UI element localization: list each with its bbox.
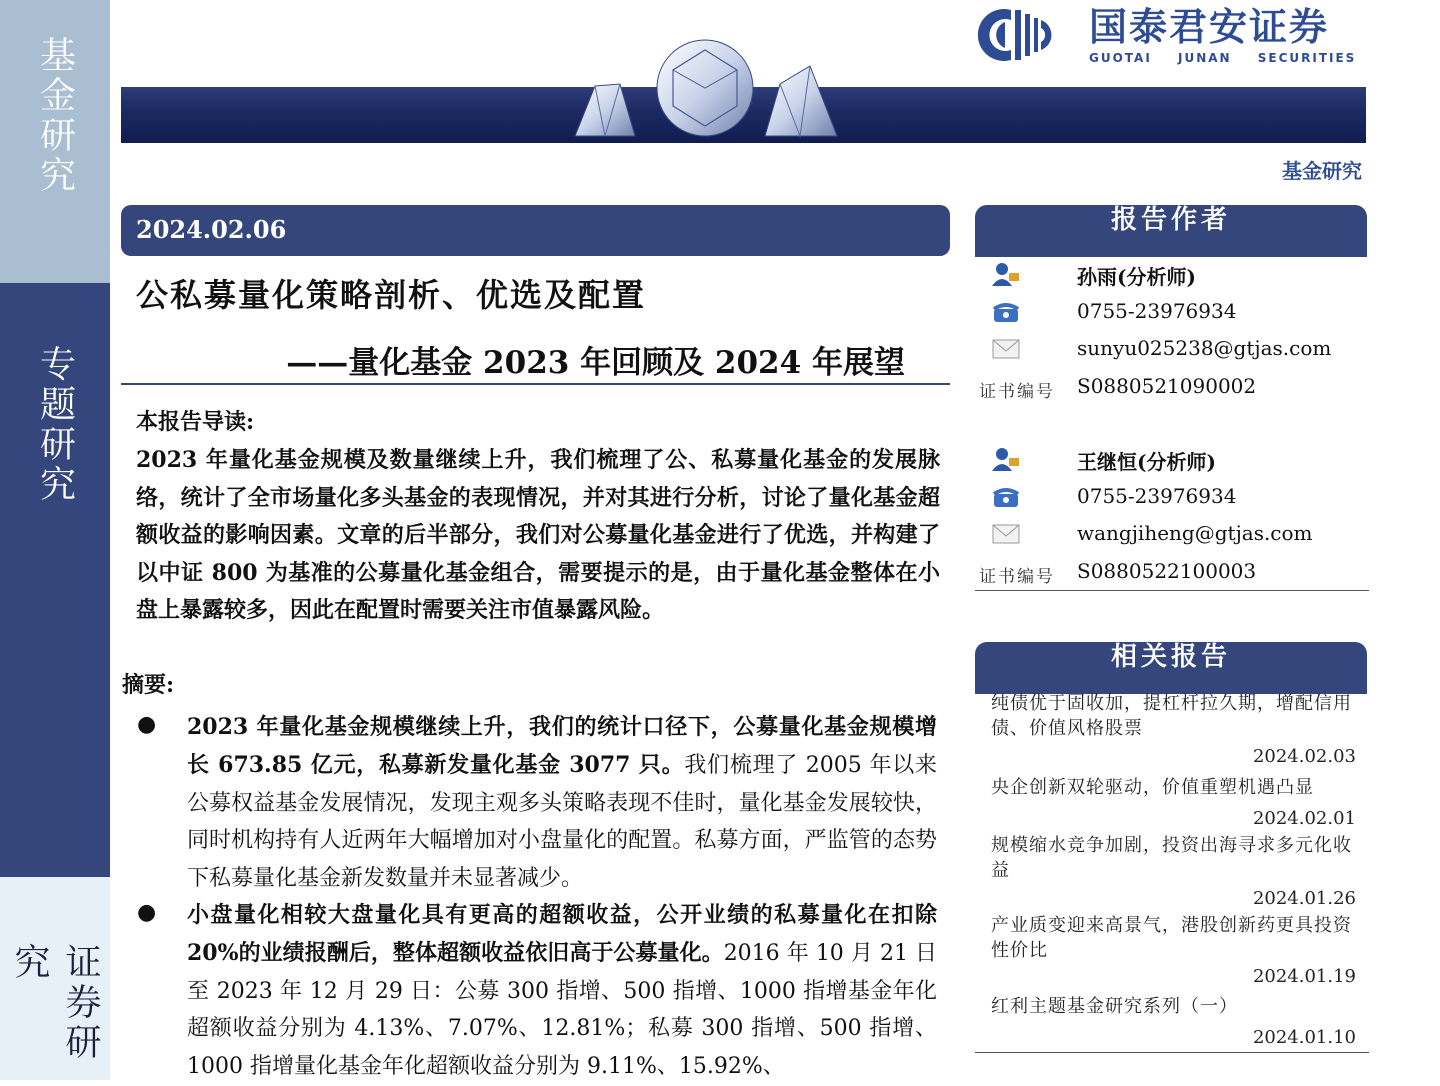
bullet-bold-text: 小盘量化相较大盘量化具有更高的超额收益，公开业绩的私募量化在扣除 20%的业绩报酬后，整体超额收益依旧高于公募量化。 [187,902,937,966]
related-report-title[interactable]: 纯债优于固收加，提杠杆拉久期，增配信用债、价值风格股票 [991,693,1352,739]
logo-chinese-name: 国泰君安证券 [1089,5,1330,49]
author-name: 王继恒(分析师) [1077,450,1216,474]
related-report-date: 2024.01.19 [1252,966,1356,987]
author-phone: 0755-23976934 [1077,484,1237,508]
phone-icon [990,484,1022,510]
bullet-dot: ● [137,712,157,737]
author-email[interactable]: wangjiheng@gtjas.com [1077,521,1313,545]
title-divider [121,383,950,385]
header-category: 基金研究 [1282,159,1362,183]
author-name-row [975,440,1369,477]
related-report-title[interactable]: 规模缩水竞争加剧，投资出海寻求多元化收益 [991,835,1352,881]
sidebar-section-securities-research [0,877,110,1080]
author-cert-row [975,368,1369,405]
guide-body: 2023 年量化基金规模及数量继续上升，我们梳理了公、私募量化基金的发展脉络，统计了全市场量化多头基金的表现情况，并对其进行分析，讨论了量化基金超额收益的影响因素。文章的后半部分，我们对公募量化基金进行了优选，并构建了以中证 800 为基准的公募量化基金组合，需要提示的是，由于量化基金整体在小盘上暴露较多，因此在配置时需要关注市值暴露风险。 [136,447,940,624]
related-report-title[interactable]: 产业质变迎来高景气，港股创新药更具投资性价比 [991,915,1352,961]
bullet-text: 我们梳理了 2005 年以来公募权益基金发展情况，发现主观多头策略表现不佳时，量化基金发展较快，同时机构持有人近两年大幅增加对小盘量化的配置。私募方面，严监管的态势下私募量化基金新发数量并未显著减少。 [187,752,937,892]
bullet-bold-text: 2023 年量化基金规模继续上升，我们的统计口径下，公募量化基金规模增长 673.85 亿元，私募新发量化基金 3077 只。 [187,714,937,778]
logo-mark-icon [975,6,1063,64]
phone-icon [990,299,1022,325]
author-email-row [975,330,1369,367]
cert-label: 证书编号 [979,567,1055,587]
mail-icon [990,336,1022,362]
author-email-row [975,515,1369,552]
person-icon [990,261,1022,287]
mail-icon [990,521,1022,547]
sidebar-label: 专题研究 [34,345,76,505]
author-cert: S0880521090002 [1077,374,1257,398]
date-bar [121,205,950,256]
related-report-date: 2024.02.01 [1252,808,1356,829]
author-phone-row [975,478,1369,515]
bullet-text: 2016 年 10 月 21 日至 2023 年 12 月 29 日：公募 300 指增、500 指增、1000 指增基金年化超额收益分别为 4.13%、7.07%、12.81%；私募 300 指增、500 指增、1000 指增量化基金年化超额收益分别为 9.11%、15.92%、 [187,940,937,1080]
author-cert-row [975,553,1369,590]
company-logo [975,5,1356,65]
authors-divider [975,590,1369,591]
report-title: 公私募量化策略剖析、优选及配置 [136,276,647,314]
author-name-row [975,255,1369,292]
sidebar-section-fund-research [0,0,110,283]
related-report-title[interactable]: 央企创新双轮驱动，价值重塑机遇凸显 [991,777,1314,798]
related-reports-heading: 相关报告 [975,642,1367,694]
report-subtitle: ——量化基金 2023 年回顾及 2024 年展望 [286,345,905,381]
sidebar-label: 证券研究 [9,943,101,1063]
summary-bullet [187,897,937,1086]
person-icon [990,446,1022,472]
sidebar [0,0,110,1080]
diamond-icon [565,36,845,146]
sidebar-label: 基金研究 [34,36,76,196]
related-report-date: 2024.01.26 [1252,888,1356,909]
related-report-date: 2024.02.03 [1252,746,1356,767]
related-divider [975,1052,1369,1053]
summary-heading: 摘要: [122,672,175,698]
author-cert: S0880522100003 [1077,559,1257,583]
guide-heading: 本报告导读: [136,409,255,435]
author-email[interactable]: sunyu025238@gtjas.com [1077,336,1332,360]
related-report-date: 2024.01.10 [1252,1027,1356,1048]
report-date: 2024.02.06 [136,215,287,244]
summary-bullet [187,709,937,898]
authors-heading: 报告作者 [975,205,1367,257]
related-report-title[interactable]: 红利主题基金研究系列（一） [991,996,1238,1017]
author-phone: 0755-23976934 [1077,299,1237,323]
bullet-dot: ● [137,900,157,925]
logo-english-name: GUOTAI JUNAN SECURITIES [1089,51,1357,65]
author-name: 孙雨(分析师) [1077,265,1196,289]
cert-label: 证书编号 [979,382,1055,402]
author-phone-row [975,293,1369,330]
